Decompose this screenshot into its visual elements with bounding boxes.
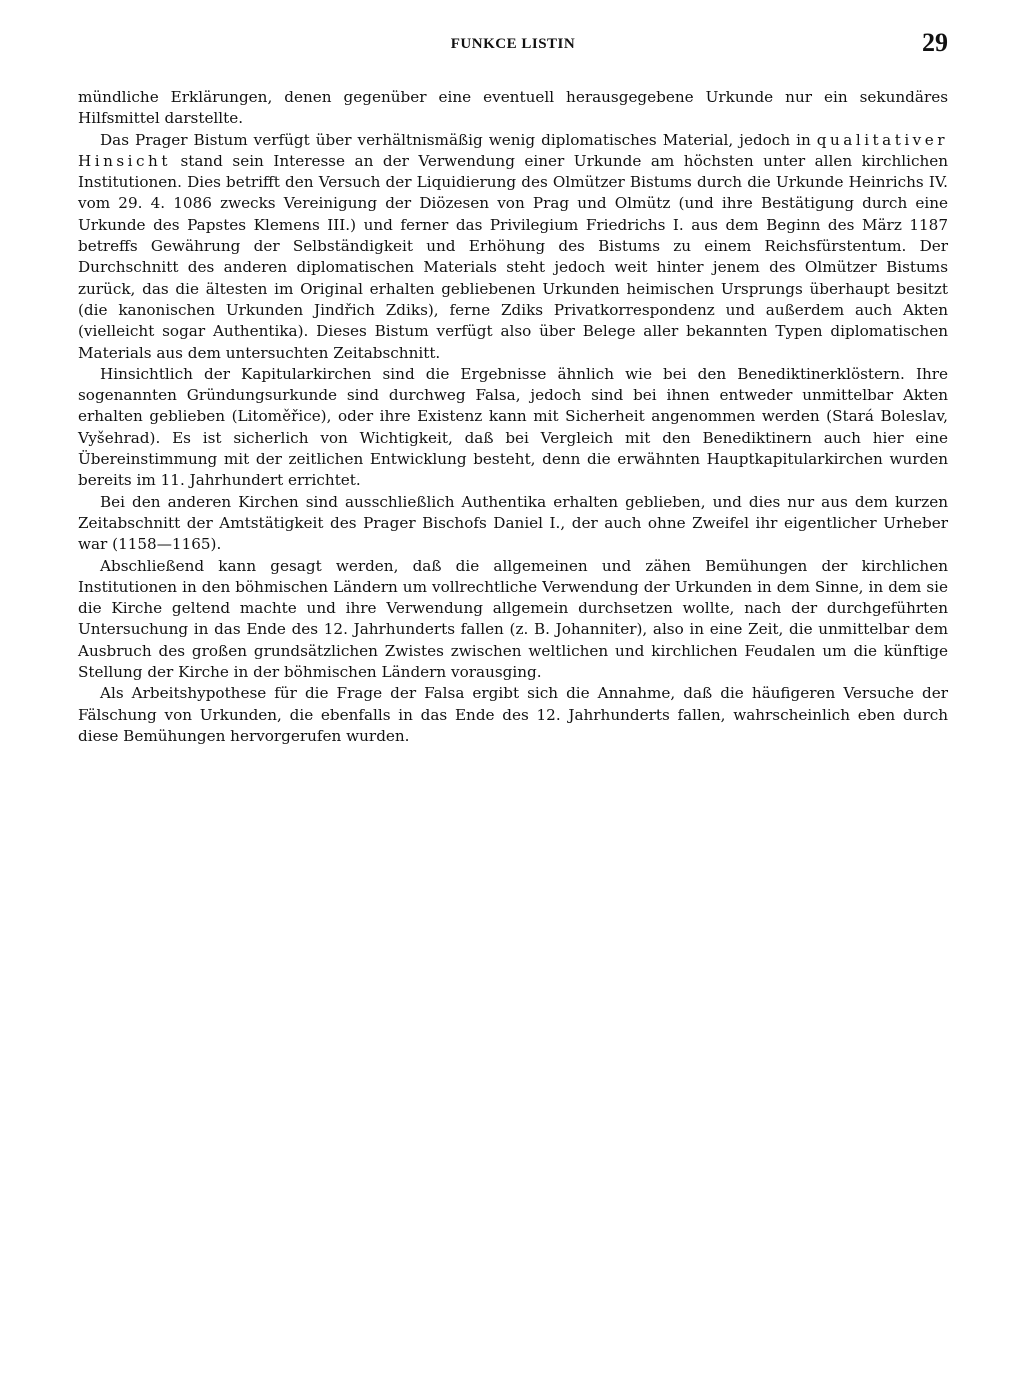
body-text bbox=[78, 87, 948, 747]
paragraph-text-before: Das Prager Bistum verfügt über verhältnismäßig wenig diplomatisches Material, jedoch in bbox=[100, 130, 811, 149]
running-title: FUNKCE LISTIN bbox=[450, 36, 576, 52]
emphasized-text: qualitativer Hinsicht bbox=[78, 130, 949, 170]
paragraph-other-churches: Bei den anderen Kirchen sind ausschließlich Authentika erhalten geblieben, und dies nur aus dem kurzen Zeitabschnitt der Amtstätigkeit des Prager Bischofs Daniel I., der auch ohne Zweifel ihr eigentlicher Urheber war (1158—1165). bbox=[78, 492, 948, 554]
paragraph-prague-bishopric bbox=[78, 130, 948, 364]
running-header bbox=[78, 28, 948, 68]
page-number: 29 bbox=[922, 28, 948, 57]
paragraph-hypothesis: Als Arbeitshypothese für die Frage der Falsa ergibt sich die Annahme, daß die häufigeren Versuche der Fälschung von Urkunden, die ebenfalls in das Ende des 12. Jahrhunderts fallen, wahrscheinlich eben durch diese Bemühungen hervorgerufen wurden. bbox=[78, 684, 948, 745]
paragraph-chapter-churches: Hinsichtlich der Kapitularkirchen sind die Ergebnisse ähnlich wie bei den Benediktinerklöstern. Ihre sogenannten Gründungsurkunde sind durchweg Falsa, jedoch sind bei ihnen entweder unmittelbar Akten erhalten geblieben (Litoměřice), oder ihre Existenz kann mit Sicherheit angenommen werden (Stará Boleslav, Vyšehrad). Es ist sicherlich von Wichtigkeit, daß bei Vergleich mit den Benediktinern auch hier eine Übereinstimmung mit der zeitlichen Entwicklung besteht, denn die erwähnten Hauptkapitularkirchen wurden bereits im 11. Jahrhundert errichtet. bbox=[78, 364, 948, 490]
paragraph-conclusion: Abschließend kann gesagt werden, daß die allgemeinen und zähen Bemühungen der kirchlichen Institutionen in den böhmischen Ländern um vollrechtliche Verwendung der Urkunden in dem Sinne, in dem sie die Kirche geltend machte und ihre Verwendung allgemein durchsetzen wollte, nach der durchgeführten Untersuchung in das Ende des 12. Jahrhunderts fallen (z. B. Johanniter), also in eine Zeit, die unmittelbar dem Ausbruch des großen grundsätzlichen Zwistes zwischen weltlichen und kirchlichen Feudalen um die künftige Stellung der Kirche in der böhmischen Ländern vorausging. bbox=[78, 556, 948, 682]
paragraph-text-after: stand sein Interesse an der Verwendung einer Urkunde am höchsten unter allen kirchlichen Institutionen. Dies betrifft den Versuch der Liquidierung des Olmützer Bistums durch die Urkunde Heinrichs IV. vom 29. 4. 1086 zwecks Vereinigung der Diözesen von Prag und Olmütz (und ihre Bestätigung durch eine Urkunde des Papstes Klemens III.) und ferner das Privilegium Friedrichs I. aus dem Beginn des März 1187 betreffs Gewährung der Selbständigkeit und Erhöhung des Bistums zu einem Reichsfürstentum. Der Durchschnitt des anderen diplomatischen Materials steht jedoch weit hinter jenem des Olmützer Bistums zurück, das die ältesten im Original erhalten gebliebenen Urkunden heimischen Ursprungs überhaupt besitzt (die kanonischen Urkunden Jindřich Zdiks), ferne Zdiks Privatkorrespondenz und außerdem auch Akten (vielleicht sogar Authentika). Dieses Bistum verfügt also über Belege aller bekannten Typen diplomatischen Materials aus dem untersuchten Zeitabschnitt. bbox=[78, 151, 949, 362]
paragraph-continuation: mündliche Erklärungen, denen gegenüber eine eventuell herausgegebene Urkunde nur ein sekundäres Hilfsmittel darstellte. bbox=[78, 88, 948, 128]
